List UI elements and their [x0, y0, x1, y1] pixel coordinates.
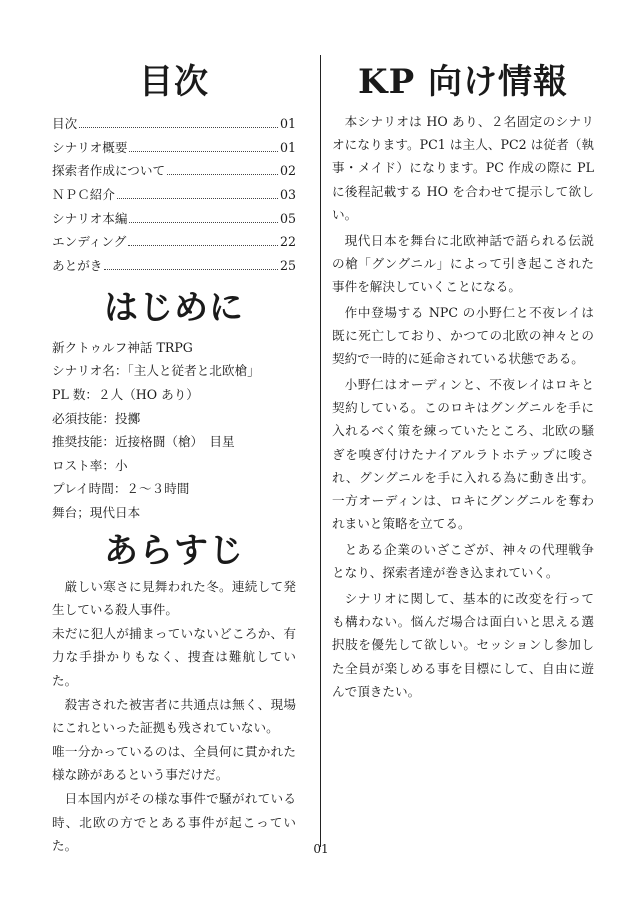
toc-leader-dots [129, 151, 278, 152]
table-of-contents [52, 112, 296, 278]
kp-paragraph: シナリオに関して、基本的に改変を行っても構わない。悩んだ場合は面白いと思える選択肢を優先して欲しい。セッションし参加した全員が楽しめる事を目標にして、自由に遊んで頂きたい。 [332, 591, 594, 699]
toc-entry[interactable] [52, 207, 296, 231]
synopsis-paragraph: 未だに犯人が捕まっていないどころか、有力な手掛かりもなく、捜査は難航していた。 [52, 625, 296, 688]
toc-entry[interactable] [52, 230, 296, 254]
info-system: 新クトゥルフ神話 TRPG [52, 339, 193, 355]
page-number: 01 [313, 842, 329, 856]
toc-entry-page: 05 [279, 210, 296, 226]
toc-leader-dots [79, 127, 278, 128]
toc-entry-page: 03 [279, 187, 296, 203]
toc-leader-dots [129, 222, 278, 223]
toc-entry-label: ＮＰＣ紹介 [52, 187, 115, 203]
toc-entry-page: 25 [279, 258, 296, 274]
toc-entry[interactable] [52, 183, 296, 207]
intro-heading: はじめに [104, 287, 244, 328]
toc-leader-dots [167, 174, 278, 175]
toc-entry[interactable] [52, 254, 296, 278]
column-divider [320, 55, 321, 847]
synopsis-paragraph: 殺害された被害者に共通点は無く、現場にこれといった証拠も残されていない。 [52, 696, 296, 736]
info-scenario-name: シナリオ名：「主人と従者と北欧槍」 [52, 363, 260, 379]
toc-entry-page: 01 [279, 139, 296, 155]
info-lost-rate: ロスト率：小 [52, 457, 128, 473]
info-play-time: プレイ時間：２～３時間 [52, 481, 190, 497]
toc-entry-label: シナリオ本編 [52, 210, 128, 226]
synopsis-paragraph: 唯一分かっているのは、全員何に貫かれた様な跡があるという事だけだ。 [52, 743, 296, 783]
kp-paragraph: とある企業のいざこざが、神々の代理戦争となり、探索者達が巻き込まれていく。 [332, 542, 594, 581]
right-column [332, 58, 594, 706]
synopsis-paragraph: 厳しい寒さに見舞われた冬。連続して発生している殺人事件。 [52, 578, 296, 618]
kp-heading: KP 向け情報 [358, 62, 568, 102]
toc-entry-page: 02 [279, 163, 296, 179]
info-recommended-skills: 推奨技能：近接格闘（槍） 目星 [52, 434, 235, 450]
toc-entry-label: あとがき [52, 258, 103, 274]
synopsis-paragraph: 日本国内がその様な事件で騒がれている時、北欧の方でとある事件が起こっていた。 [52, 790, 296, 854]
toc-entry-label: シナリオ概要 [52, 139, 128, 155]
toc-leader-dots [104, 269, 278, 270]
left-column [52, 58, 296, 858]
synopsis-body [52, 575, 296, 858]
synopsis-heading: あらすじ [104, 530, 244, 571]
toc-entry[interactable] [52, 136, 296, 160]
kp-body [332, 110, 594, 703]
toc-heading: 目次 [139, 62, 209, 102]
info-player-count: PL 数：２人（HO あり） [52, 387, 199, 402]
info-required-skill: 必須技能：投擲 [52, 410, 141, 426]
kp-paragraph: 小野仁はオーディンと、不夜レイはロキと契約している。このロキはグングニルを手に入れるべく策を練っていたところ、北欧の騒ぎを嗅ぎ付けたナイアルラトホテップに唆され、グングニルを手に入れる為に動き出す。一方オーディンは、ロキにグングニルを奪われまいと策略を立てる。 [332, 377, 594, 532]
kp-paragraph: 本シナリオは HO あり、２名固定のシナリオになります。PC1 は主人、PC2 は従者（執事・メイド）になります。PC 作成の際に PL に後程記載する HO を合わせて提示して欲しい。 [332, 114, 594, 222]
toc-entry-label: エンディング [52, 234, 127, 250]
toc-entry-page: 01 [279, 116, 296, 131]
info-setting: 舞台；現代日本 [52, 504, 141, 520]
kp-paragraph: 現代日本を舞台に北欧神話で語られる伝説の槍「グングニル」によって引き起こされた事件を解決していくことになる。 [332, 232, 594, 295]
toc-entry-label: 目次 [52, 116, 78, 131]
scenario-info [52, 336, 296, 525]
toc-leader-dots [128, 245, 278, 246]
kp-paragraph: 作中登場する NPC の小野仁と不夜レイは既に死亡しており、かつての北欧の神々との契約で一時的に延命されている状態である。 [332, 304, 594, 367]
toc-leader-dots [117, 198, 278, 199]
toc-entry[interactable] [52, 112, 296, 136]
toc-entry-label: 探索者作成について [52, 163, 166, 179]
toc-entry[interactable] [52, 159, 296, 183]
toc-entry-page: 22 [279, 234, 296, 250]
